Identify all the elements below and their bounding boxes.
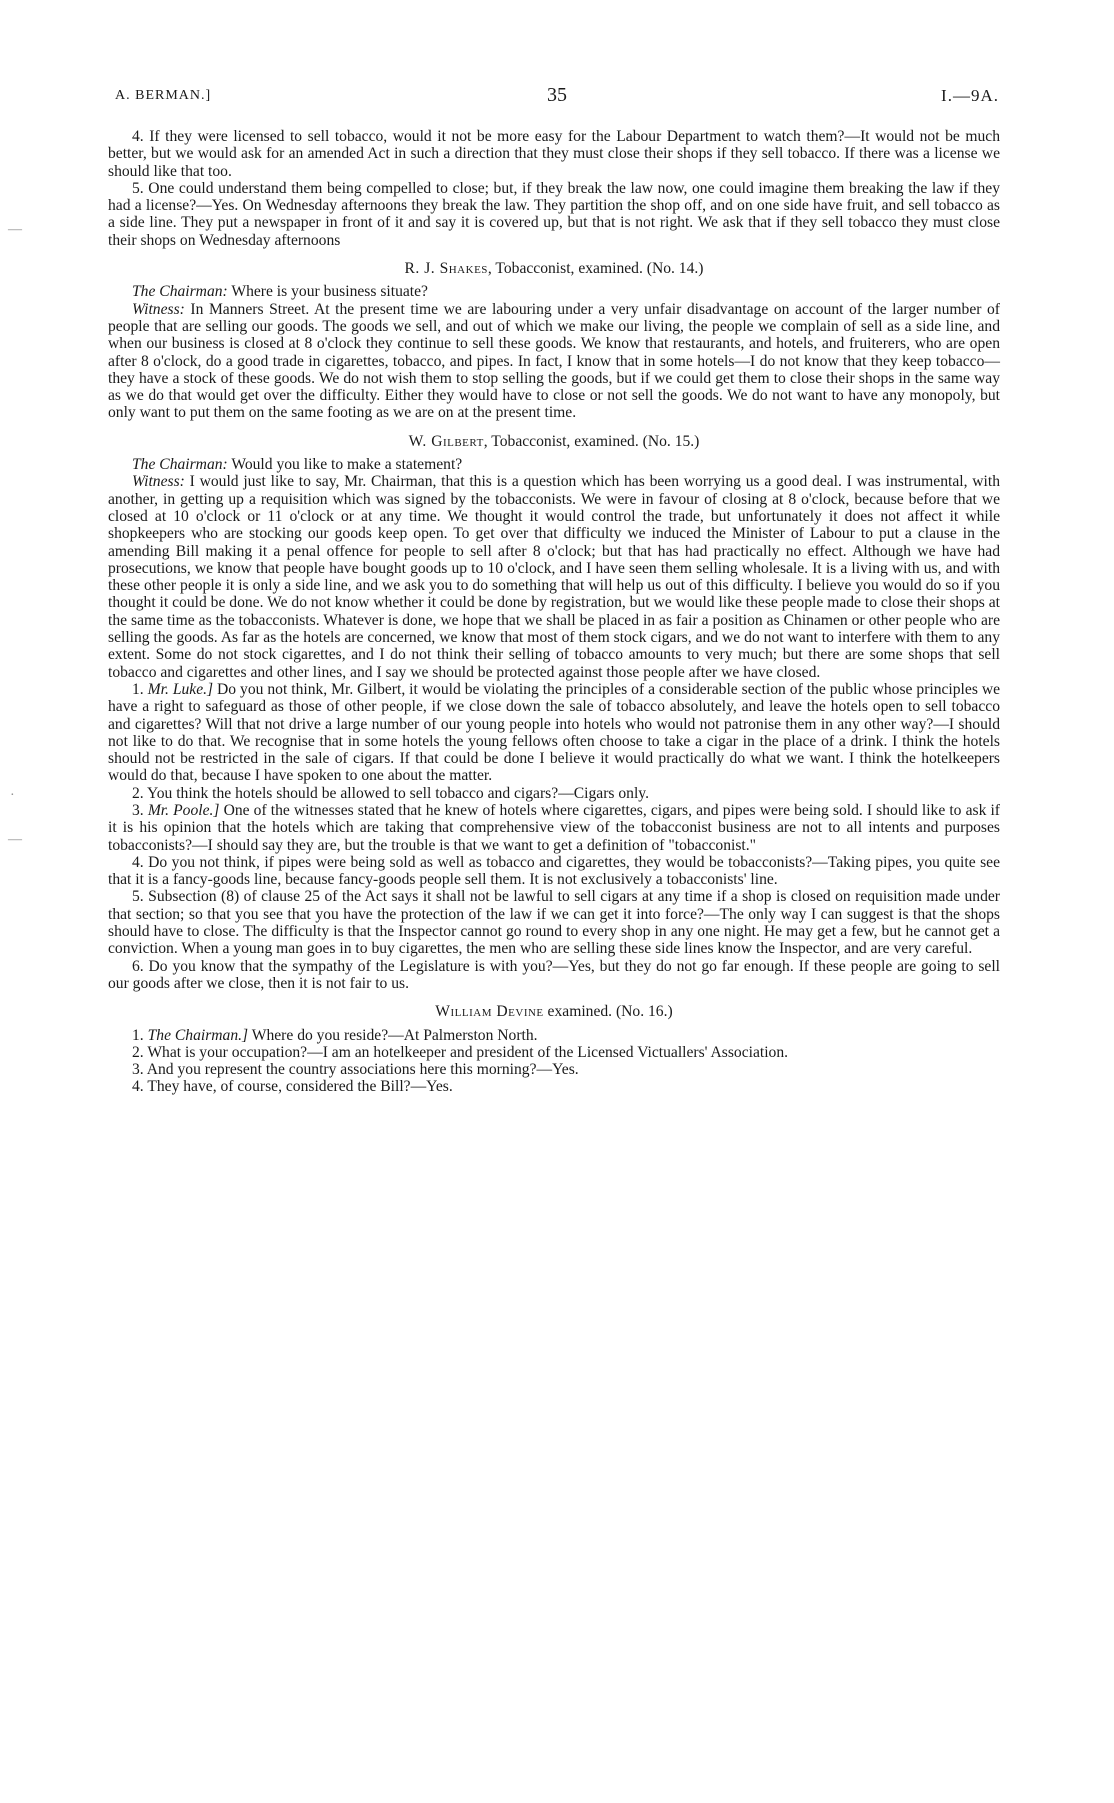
- question-text: Subsection (8) of clause 25 of the Act says it shall not be lawful to sell cigars at any time if a shop is closed on requisition made under that section; so that you see that you have the protection of the law if we can get it into force?—The only way I can suggest is that the shops should have to close. The difficulty is that the Inspector cannot go round to every shop in any one night. He may get a few, but he cannot get a conviction. When a young man goes in to buy cigarettes, the men who are selling these side lines know the Inspector, and are very careful.: [108, 888, 1000, 958]
- question-text: What is your occupation?—I am an hotelkeeper and president of the Licensed Victuallers' Association.: [143, 1043, 789, 1061]
- question-text: Would you like to make a statement?: [227, 456, 463, 474]
- speaker-label: The Chairman:: [132, 456, 228, 474]
- question-text: Do you not think, Mr. Gilbert, it would be violating the principles of a considerable section of the public whose principles we have a right to safeguard as those of other people, if we close down the sale of tobacco absolutely, and leave the hotels open to sell tobacco and cigarettes? Will that not drive a large number of our young people into hotels who would not patronise them in any other way?—I should not like to do that. We recognise that in some hotels the young fellows often choose to take a cigar in the place of a drink. I think the hotels should not be restricted in the sale of cigars. If that could be done I believe it would practically do what we want. I think the hotelkeepers would do that, because I have spoken to one about the matter.: [108, 680, 1001, 785]
- question-text: One of the witnesses stated that he knew of hotels where cigarettes, cigars, and pipes were being sold. I should like to ask if it is his opinion that the hotels which are taking that comprehensive view of the tobacconist business are not to all intents and purposes tobacconists?—I should say they are, but the trouble is that we want to get a definition of "tobacconist.": [108, 801, 1000, 854]
- shakes-name: R. J. Shakes: [404, 260, 488, 278]
- question-number: 1.: [132, 680, 144, 698]
- shakes-heading-rest: , Tobacconist, examined. (No. 14.): [487, 260, 704, 278]
- devine-heading-rest: examined. (No. 16.): [543, 1003, 673, 1021]
- question-text: Do you know that the sympathy of the Legislature is with you?—Yes, but they do not go far enough. If these people are going to sell our goods after we close, then it is not fair to us.: [108, 957, 1000, 992]
- question-number: 5.: [132, 888, 144, 906]
- gilbert-question: [108, 958, 1000, 993]
- gilbert-question: [108, 681, 1000, 785]
- question-text: Do you not think, if pipes were being sold as well as tobacco and cigarettes, they would be tobacconists?—Taking pipes, you quite see that it is a fancy-goods line, because fancy-goods people sell them. It is not exclusively a tobacconists' line.: [108, 853, 1000, 889]
- question-text: Where is your business situate?: [227, 283, 428, 301]
- gilbert-witness-statement: [108, 473, 1000, 681]
- question-number: 1.: [132, 1026, 144, 1044]
- question-text: And you represent the country associations here this morning?—Yes.: [143, 1061, 579, 1079]
- devine-question: [108, 1078, 1000, 1095]
- answer-text: I would just like to say, Mr. Chairman, that this is a question which has been worrying us a good deal. I was instrumental, with another, in getting up a requisition which was signed by the tobacconists. We were in favour of closing at 8 o'clock, because before that we closed at 10 o'clock or 11 o'clock or at any time. We thought it would control the trade, but unfortunately it does not affect it while shopkeepers who are stocking our goods keep open. To get over that difficulty we induced the Minister of Labour to put a clause in the amending Bill making it a penal offence for people to sell after 8 o'clock; but that has had practically no effect. Although we have had prosecutions, we know that people have bought goods up to 10 o'clock, and I have seen them selling wholesale. It is a living with us, and with these other people it is only a side line, and we ask you to do something that will help us out of this difficulty. I believe you would do so if you thought it could be done. We do not know whether it could be done by registration, but we would like these people made to close their shops at the same time as the tobacconists. Whatever is done, we hope that we shall be placed in as fair a position as Chinamen or other people who are selling the goods. As far as the hotels are concerned, we know that most of them stock cigars, and we do not want to interfere with them to any extent. Some do not stock cigarettes, and I do not think their selling of tobacco amounts to very much; but there are some shops that sell tobacco and cigarettes and other lines, and I say we should be protected against those people after we have closed.: [108, 473, 1000, 681]
- gilbert-question: [108, 888, 1000, 957]
- devine-question: [108, 1061, 1000, 1078]
- question-number: 3.: [132, 801, 144, 819]
- speaker-label: Witness:: [132, 473, 185, 491]
- speaker-label: Mr. Poole.]: [147, 801, 220, 819]
- question-text: You think the hotels should be allowed to sell tobacco and cigars?—Cigars only.: [143, 784, 649, 802]
- shakes-chairman-question: [108, 283, 1000, 300]
- shakes-heading: [108, 260, 1000, 277]
- devine-heading: [108, 1003, 1000, 1020]
- question-number: 4.: [132, 853, 144, 871]
- speaker-label: The Chairman.]: [147, 1026, 249, 1044]
- margin-mark: —: [8, 222, 22, 237]
- question-number: 4.: [132, 1078, 144, 1096]
- devine-name: William Devine: [435, 1003, 544, 1021]
- berman-question-4: 4. If they were licensed to sell tobacco, would it not be more easy for the Labour Department to watch them?—It would not be much better, but we would ask for an amended Act in such a direction that they must close their shops if they sell tobacco. If there was a license we should like that too.: [108, 128, 1000, 180]
- gilbert-question: [108, 802, 1000, 854]
- gilbert-question: [108, 785, 1000, 802]
- devine-question: [108, 1044, 1000, 1061]
- page-header: [115, 86, 999, 112]
- devine-question: [108, 1027, 1000, 1044]
- document-reference: I.—9A.: [941, 86, 999, 105]
- gilbert-chairman-question: [108, 456, 1000, 473]
- question-number: 2.: [132, 784, 144, 802]
- question-number: 6.: [132, 957, 144, 975]
- berman-question-5: 5. One could understand them being compelled to close; but, if they break the law now, one could imagine them breaking the law if they had a license?—Yes. On Wednesday afternoons they break the law. They partition the shop off, and on one side have fruit, and sell tobacco as a side line. They put a newspaper in front of it and say it is covered up, but that is not right. We ask that if they sell tobacco they must close their shops on Wednesday afternoons: [108, 179, 1000, 249]
- margin-mark: ·: [10, 788, 15, 803]
- header-witness-name: A. BERMAN.]: [115, 88, 212, 103]
- speaker-label: Mr. Luke.]: [147, 680, 214, 698]
- gilbert-question: [108, 854, 1000, 889]
- question-number: 2.: [132, 1043, 144, 1061]
- speaker-label: The Chairman:: [132, 283, 228, 301]
- gilbert-heading: [108, 433, 1000, 450]
- margin-mark: —: [8, 832, 22, 847]
- question-number: 3.: [132, 1061, 144, 1079]
- document-body: [108, 128, 1000, 1096]
- page-number: 35: [547, 84, 567, 106]
- question-text: They have, of course, considered the Bill?—Yes.: [143, 1078, 453, 1096]
- shakes-witness-answer: [108, 301, 1000, 422]
- speaker-label: Witness:: [132, 300, 185, 318]
- gilbert-heading-rest: , Tobacconist, examined. (No. 15.): [483, 432, 700, 450]
- question-text: Where do you reside?—At Palmerston North.: [248, 1026, 538, 1044]
- answer-text: In Manners Street. At the present time we are labouring under a very unfair disadvantage on account of the larger number of people that are selling our goods. The goods we sell, and out of which we make our living, the people we complain of sell as a side line, and when our business is closed at 8 o'clock they continue to sell these goods. We know that restaurants, and hotels, and fruiterers, who are open after 8 o'clock, do a good trade in cigarettes, tobacco, and pipes. In fact, I know that in some hotels—I do not know that they keep tobacco—they have a stock of these goods. We do not wish them to stop selling the goods, but if we could get them to close their shops in the same way as we do that would get over the difficulty. Either they would have to close or not sell the goods. We do not want to have any monopoly, but only want to put them on the same footing as we are on at the present time.: [108, 300, 1000, 422]
- gilbert-name: W. Gilbert: [408, 432, 484, 450]
